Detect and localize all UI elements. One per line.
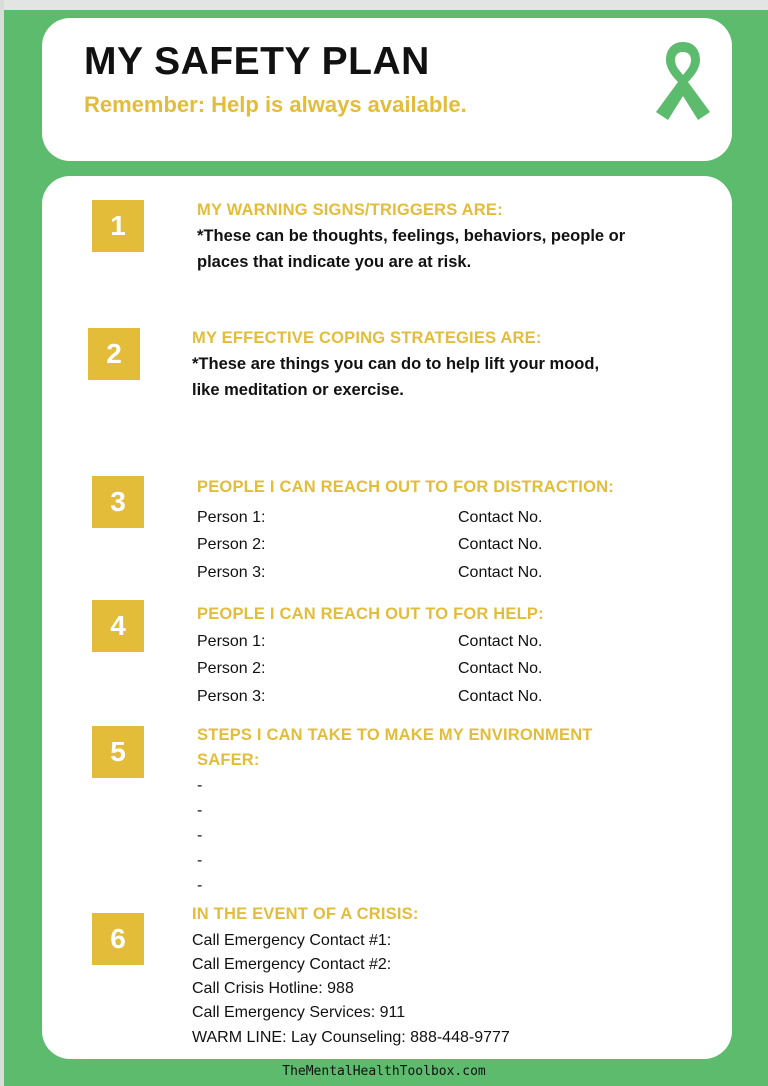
section-description: like meditation or exercise. <box>192 381 404 399</box>
contact-label: Contact No. <box>458 633 543 650</box>
section-number-badge: 3 <box>92 476 144 528</box>
crisis-line: Call Emergency Contact #2: <box>192 956 392 973</box>
person-label: Person 1: <box>197 633 266 650</box>
bullet-line: - <box>197 852 203 869</box>
section-number-badge: 2 <box>88 328 140 380</box>
section-number-badge: 6 <box>92 913 144 965</box>
contact-label: Contact No. <box>458 660 543 677</box>
footer-url: TheMentalHealthToolbox.com <box>282 1064 486 1079</box>
section-heading: SAFER: <box>197 751 260 769</box>
section-heading: MY EFFECTIVE COPING STRATEGIES ARE: <box>192 329 542 347</box>
section-heading: PEOPLE I CAN REACH OUT TO FOR DISTRACTION: <box>197 478 614 496</box>
window-left-strip <box>0 0 4 1086</box>
window-top-strip <box>0 0 768 10</box>
page-subtitle: Remember: Help is always available. <box>84 92 467 117</box>
section-heading: MY WARNING SIGNS/TRIGGERS ARE: <box>197 201 503 219</box>
bullet-line: - <box>197 877 203 894</box>
section-heading: IN THE EVENT OF A CRISIS: <box>192 905 419 923</box>
header-card <box>42 18 732 161</box>
section-number-badge: 5 <box>92 726 144 778</box>
person-label: Person 3: <box>197 688 266 705</box>
contact-label: Contact No. <box>458 564 543 581</box>
crisis-line: WARM LINE: Lay Counseling: 888-448-9777 <box>192 1029 510 1046</box>
bullet-line: - <box>197 827 203 844</box>
section-number-badge: 4 <box>92 600 144 652</box>
crisis-line: Call Emergency Contact #1: <box>192 932 392 949</box>
crisis-line: Call Emergency Services: 911 <box>192 1004 406 1021</box>
person-label: Person 2: <box>197 536 266 553</box>
person-label: Person 2: <box>197 660 266 677</box>
section-description: *These can be thoughts, feelings, behaviors, people or <box>197 227 626 245</box>
section-number-badge: 1 <box>92 200 144 252</box>
awareness-ribbon-icon <box>650 38 716 122</box>
section-description: places that indicate you are at risk. <box>197 253 472 271</box>
bullet-line: - <box>197 777 203 794</box>
bullet-line: - <box>197 802 203 819</box>
section-heading: PEOPLE I CAN REACH OUT TO FOR HELP: <box>197 605 544 623</box>
crisis-line: Call Crisis Hotline: 988 <box>192 980 354 997</box>
plan-card <box>42 176 732 1059</box>
person-label: Person 1: <box>197 509 266 526</box>
section-description: *These are things you can do to help lift your mood, <box>192 355 600 373</box>
contact-label: Contact No. <box>458 509 543 526</box>
page-title: MY SAFETY PLAN <box>84 40 430 83</box>
contact-label: Contact No. <box>458 536 543 553</box>
section-heading: STEPS I CAN TAKE TO MAKE MY ENVIRONMENT <box>197 726 593 744</box>
person-label: Person 3: <box>197 564 266 581</box>
contact-label: Contact No. <box>458 688 543 705</box>
